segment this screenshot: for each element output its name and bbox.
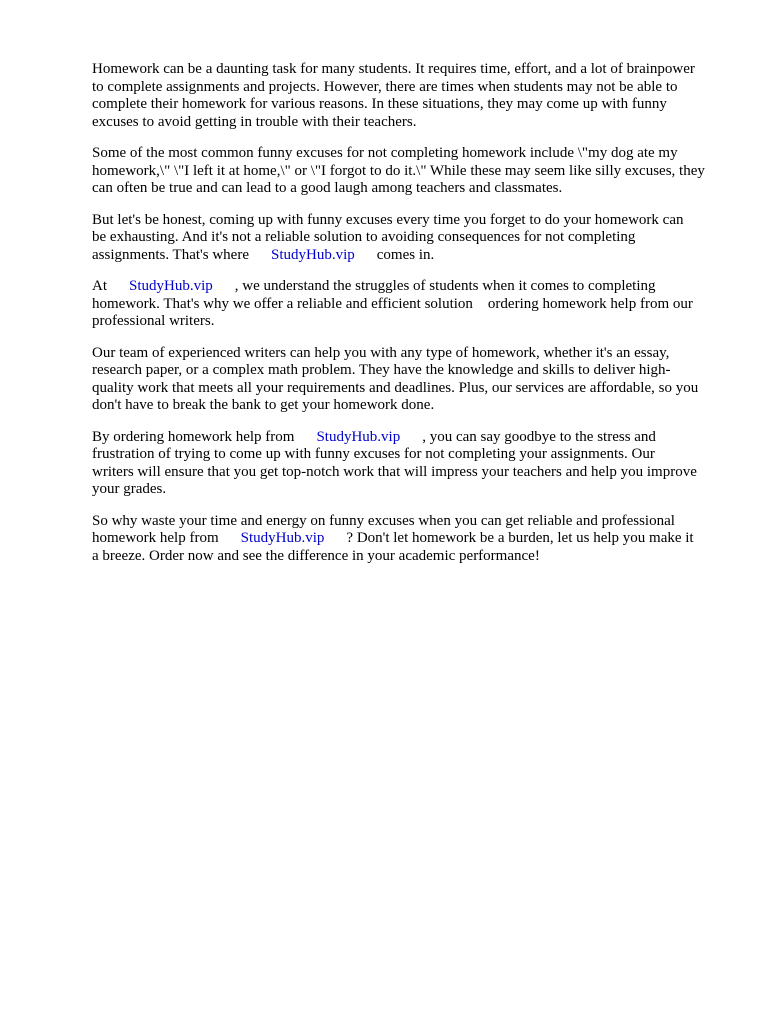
paragraph-honest	[92, 212, 732, 265]
document-body	[92, 61, 732, 579]
text-line: professional writers.	[92, 313, 215, 329]
studyhub-link[interactable]: StudyHub.vip	[316, 428, 401, 445]
paragraph-conclusion	[92, 513, 732, 566]
text-line: complete their homework for various reasons. In these situations, they may come up with funny	[92, 96, 667, 112]
text-line: can often be true and can lead to a good laugh among teachers and classmates.	[92, 180, 563, 196]
paragraph-team	[92, 345, 732, 415]
text-line	[92, 247, 732, 265]
text-fragment: , you can say goodbye to the stress and	[422, 428, 656, 445]
paragraph-ordering	[92, 429, 732, 499]
text-line: homework,\" \"I left it at home,\" or \"I forgot to do it.\" While these may seem like silly excuses, they	[92, 162, 705, 179]
text-line: frustration of trying to come up with funny excuses for not completing your assignments. Our	[92, 446, 655, 462]
text-line	[92, 278, 732, 296]
paragraph-intro	[92, 61, 732, 131]
text-line: to complete assignments and projects. However, there are times when students may not be able to	[92, 78, 678, 95]
paragraph-at-studyhub	[92, 278, 732, 331]
text-line: Some of the most common funny excuses for not completing homework include \"my dog ate my	[92, 145, 678, 161]
text-line: Homework can be a daunting task for many students. It requires time, effort, and a lot of brainpower	[92, 61, 695, 77]
text-line: be exhausting. And it's not a reliable solution to avoiding consequences for not completing	[92, 229, 636, 245]
text-line: Our team of experienced writers can help you with any type of homework, whether it's an essay,	[92, 344, 670, 361]
text-line: don't have to break the bank to get your homework done.	[92, 397, 435, 413]
text-line: research paper, or a complex math problem. They have the knowledge and skills to deliver high-	[92, 362, 671, 378]
text-line: writers will ensure that you get top-notch work that will impress your teachers and help you improve	[92, 463, 697, 480]
text-fragment: homework help from	[92, 530, 219, 546]
text-line: But let's be honest, coming up with funny excuses every time you forget to do your homework can	[92, 211, 684, 228]
text-line	[92, 429, 732, 447]
studyhub-link[interactable]: StudyHub.vip	[270, 246, 355, 263]
text-line: a breeze. Order now and see the difference in your academic performance!	[92, 547, 540, 564]
text-fragment: comes in.	[376, 246, 435, 263]
text-line	[92, 530, 732, 548]
text-line: homework. That's why we offer a reliable and efficient solution ordering homework help from our	[92, 295, 693, 312]
text-fragment: , we understand the struggles of students when it comes to completing	[234, 278, 656, 294]
text-line: your grades.	[92, 481, 167, 497]
studyhub-link[interactable]: StudyHub.vip	[129, 278, 213, 294]
text-line: quality work that meets all your requirements and deadlines. Plus, our services are affordable, so you	[92, 379, 699, 396]
text-fragment: At	[92, 278, 107, 294]
paragraph-common-excuses	[92, 145, 732, 198]
text-fragment: By ordering homework help from	[92, 428, 295, 445]
text-line: So why waste your time and energy on funny excuses when you can get reliable and professional	[92, 512, 675, 529]
text-fragment: ? Don't let homework be a burden, let us help you make it	[346, 530, 694, 546]
text-fragment: assignments. That's where	[92, 246, 249, 263]
studyhub-link[interactable]: StudyHub.vip	[240, 530, 325, 546]
text-line: excuses to avoid getting in trouble with their teachers.	[92, 113, 417, 130]
